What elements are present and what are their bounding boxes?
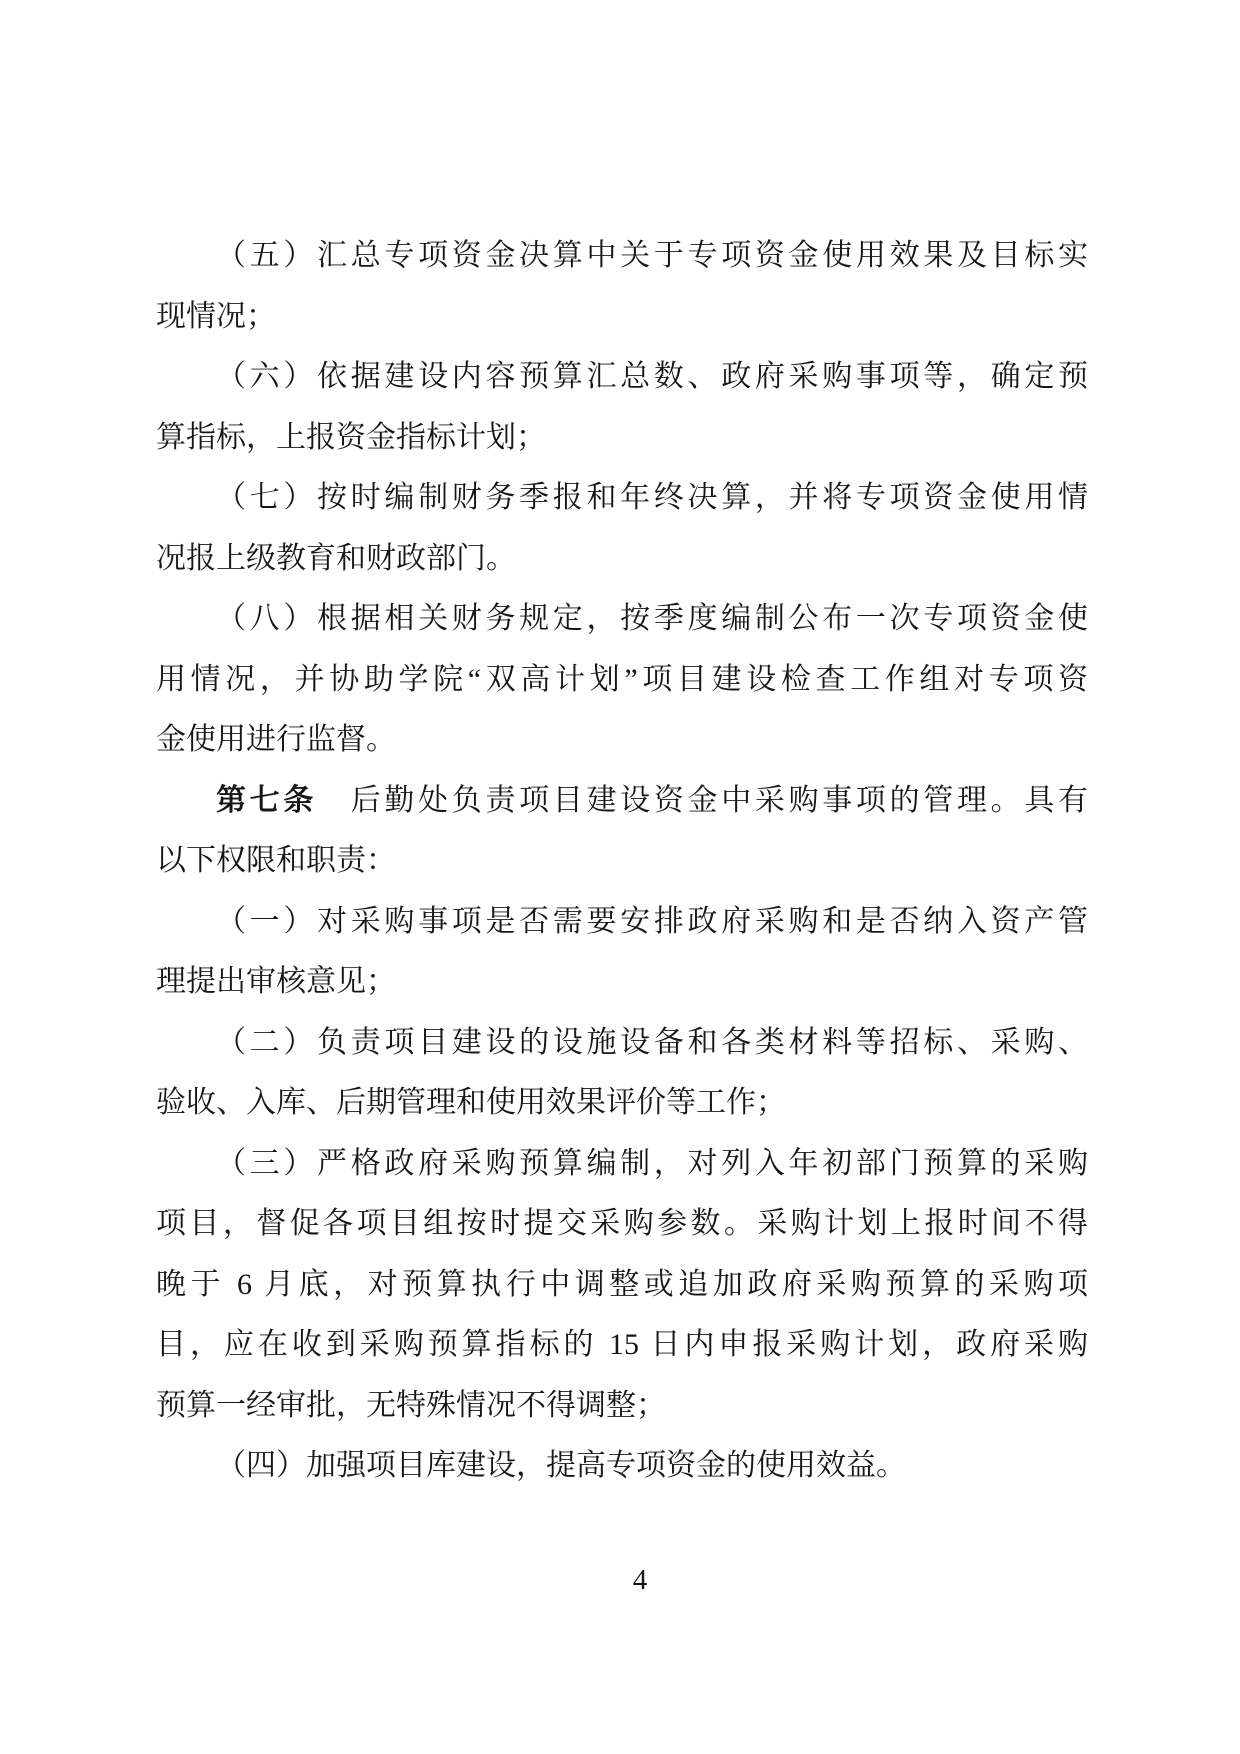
text-line: 金使用进行监督。 <box>156 723 396 756</box>
text-line: 晚于 6 月底，对预算执行中调整或追加政府采购预算的采购项 <box>156 1267 1088 1301</box>
text-line: 第七条 后勤处负责项目建设资金中采购事项的管理。具有 <box>216 783 1089 817</box>
text-line: 目，应在收到采购预算指标的 15 日内申报采购计划，政府采购 <box>156 1328 1088 1361</box>
article-heading: 第七条 <box>216 783 318 817</box>
text-line: （七）按时编制财务季报和年终决算，并将专项资金使用情 <box>216 481 1088 514</box>
text-line: （二）负责项目建设的设施设备和各类材料等招标、采购、 <box>216 1025 1088 1059</box>
text-line: 况报上级教育和财政部门。 <box>156 541 516 575</box>
document-body <box>156 226 1088 1497</box>
text-line: （四）加强项目库建设，提高专项资金的使用效益。 <box>216 1449 906 1482</box>
page-number: 4 <box>632 1564 648 1596</box>
text-line: 用情况，并协助学院“双高计划”项目建设检查工作组对专项资 <box>156 662 1088 696</box>
text-line: （三）严格政府采购预算编制，对列入年初部门预算的采购 <box>216 1146 1088 1180</box>
text-line: 理提出审核意见； <box>156 965 396 998</box>
text-line: 现情况； <box>156 299 276 333</box>
text-line: （一）对采购事项是否需要安排政府采购和是否纳入资产管 <box>216 904 1088 938</box>
text-line: （六）依据建设内容预算汇总数、政府采购事项等，确定预 <box>216 360 1088 393</box>
text-line: 项目，督促各项目组按时提交采购参数。采购计划上报时间不得 <box>156 1207 1088 1240</box>
text-line: 算指标，上报资金指标计划； <box>156 420 546 454</box>
text-line: （五）汇总专项资金决算中关于专项资金使用效果及目标实 <box>216 239 1088 272</box>
text-line: 以下权限和职责： <box>156 844 396 877</box>
text-line: 验收、入库、后期管理和使用效果评价等工作； <box>156 1086 786 1119</box>
text-line: 预算一经审批，无特殊情况不得调整； <box>156 1388 666 1422</box>
text-line: （八）根据相关财务规定，按季度编制公布一次专项资金使 <box>216 602 1088 635</box>
